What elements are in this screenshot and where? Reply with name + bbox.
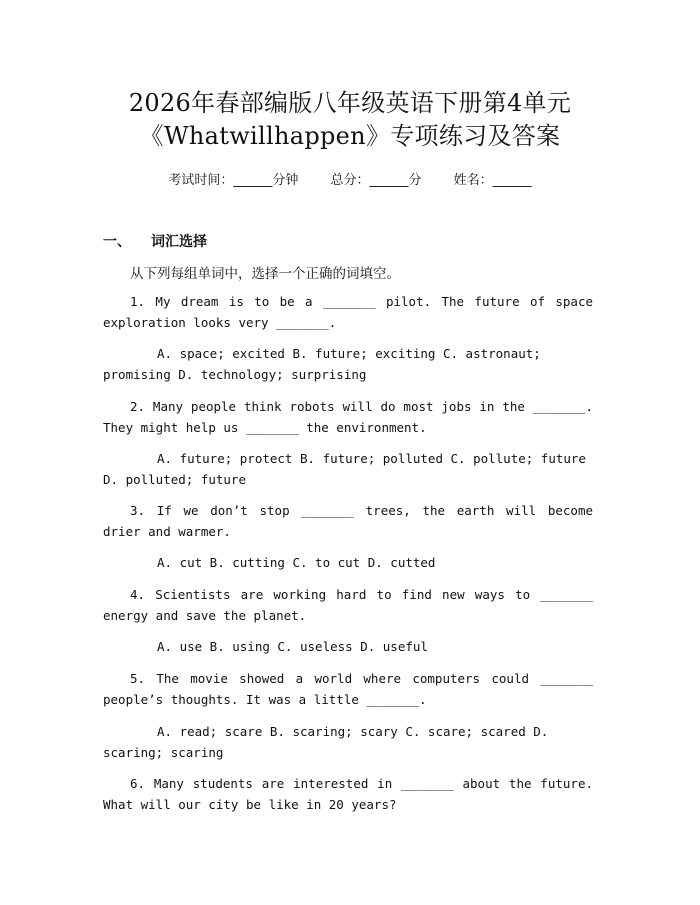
question-6-stem: 6. Many students are interested in _______ about the future. What will our city be like in 20 years? — [103, 776, 593, 812]
question-1-options: A. space; excited B. future; exciting C. astronaut; promising D. technology; surprising — [103, 346, 541, 382]
total-score-field: 总分：______分 — [330, 173, 422, 188]
exam-meta — [0, 169, 700, 188]
document-title-line-2: 《Whatwillhappen》专项练习及答案 — [139, 122, 561, 150]
section-instruction: 从下列每组单词中，选择一个正确的词填空。 — [130, 266, 400, 282]
section-heading — [103, 231, 207, 251]
section-number: 一、 — [103, 234, 131, 250]
student-name-field: 姓名：______ — [453, 173, 532, 188]
question-3-options: A. cut B. cutting C. to cut D. cutted — [157, 555, 436, 570]
question-2-options: A. future; protect B. future; polluted C. pollute; future D. polluted; future — [103, 451, 586, 487]
question-4-stem: 4. Scientists are working hard to find new ways to _______ energy and save the planet. — [103, 587, 593, 623]
question-5-options: A. read; scare B. scaring; scary C. scare; scared D. scaring; scaring — [103, 724, 549, 760]
document-title-line-1: 2026年春部编版八年级英语下册第4单元 — [128, 89, 572, 117]
section-title: 词汇选择 — [151, 234, 207, 250]
question-4-options: A. use B. using C. useless D. useful — [157, 639, 428, 654]
question-1-stem: 1. My dream is to be a _______ pilot. The future of space exploration looks very _______. — [103, 294, 593, 330]
question-5-stem: 5. The movie showed a world where computers could _______ people’s thoughts. It was a little _______. — [103, 671, 593, 707]
question-2-stem: 2. Many people think robots will do most jobs in the _______. They might help us _______ the environment. — [103, 399, 593, 435]
exam-time-field: 考试时间：______分钟 — [168, 173, 299, 188]
question-3-stem: 3. If we don’t stop _______ trees, the earth will become drier and warmer. — [103, 503, 593, 539]
